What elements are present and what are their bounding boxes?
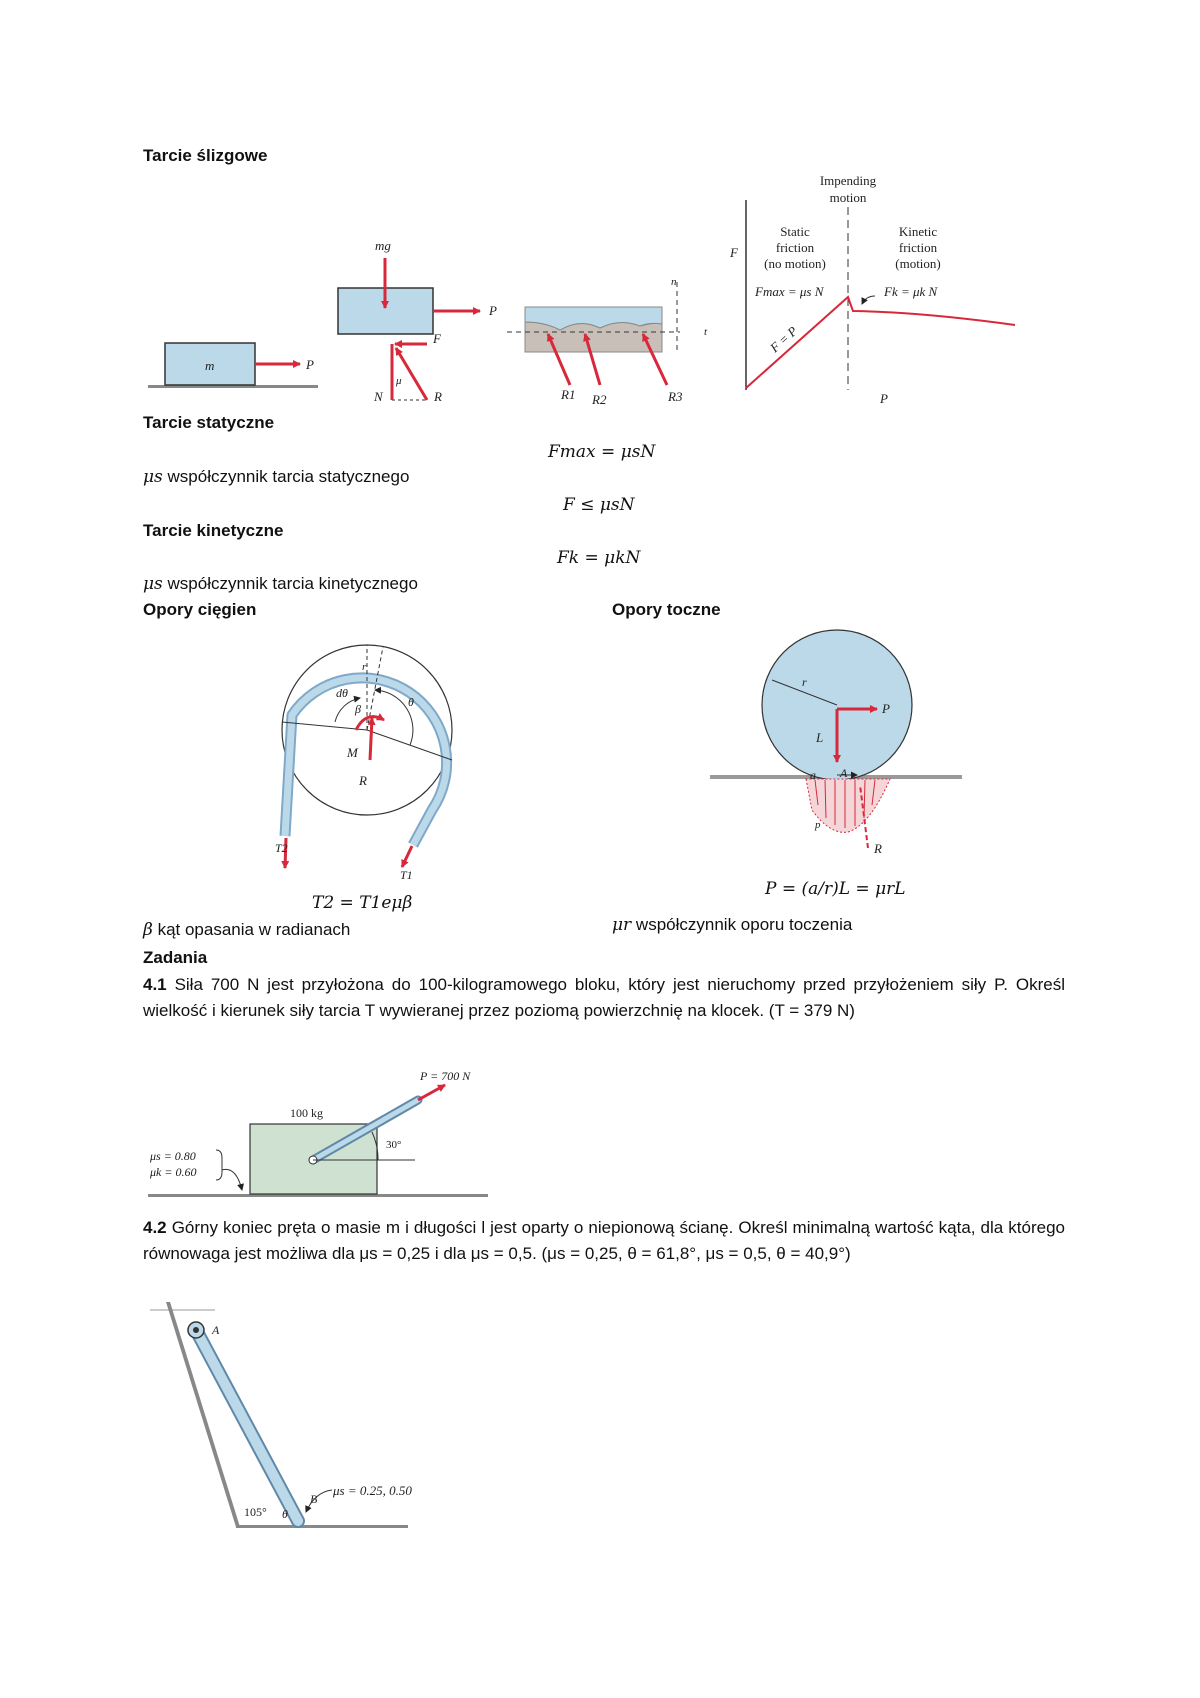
arrow-t1 — [402, 846, 412, 867]
arrow-p-700 — [418, 1085, 445, 1100]
arrow-r — [396, 348, 427, 400]
label-p-wheel: P — [882, 701, 890, 716]
label-105deg: 105° — [244, 1505, 267, 1519]
label-p: P — [306, 357, 314, 372]
task-4-2-text: Górny koniec pręta o masie m i długości l jest oparty o niepionową ścianę. Określ minimalną wartość kąta, dla którego równowaga jest możliwa dla μs = 0,25 i dla μs = 0,5. (μs = 0,25, θ = 61,8°, μs = 0,5, θ = 40,9°) — [143, 1218, 1065, 1263]
label-r-drum: r — [362, 661, 367, 673]
section-tasks: Zadania — [143, 948, 208, 967]
fig-task-4-2 — [150, 1302, 412, 1528]
label-m-moment: M — [347, 745, 358, 760]
label-mus-080: μs = 0.80 — [150, 1149, 196, 1163]
label-n: N — [374, 389, 383, 404]
beta-description: kąt opasania w radianach — [157, 920, 351, 939]
arrow-drum-r — [370, 718, 372, 760]
label-a-top: A — [212, 1323, 220, 1337]
label-b: B — [310, 1492, 318, 1506]
label-p-700: P = 700 N — [420, 1069, 471, 1083]
label-dtheta: dθ — [336, 686, 348, 700]
fig1-free-body — [338, 238, 497, 404]
label-n-axis: n — [671, 276, 677, 288]
label-t-axis: t — [704, 326, 708, 338]
formula-capstan: T2 = T1eμβ — [312, 893, 413, 913]
label-static-2: friction — [775, 240, 815, 255]
label-r1: R1 — [561, 387, 576, 402]
floor — [236, 1525, 408, 1528]
label-a-point: A — [840, 766, 848, 780]
section-kinetic-friction: Tarcie kinetyczne — [143, 521, 284, 540]
formula-rolling: P = (a/r)L = μrL — [765, 879, 906, 899]
label-motion: motion — [829, 190, 867, 205]
task-4-2-number: 4.2 — [143, 1218, 167, 1237]
label-fk: Fk = μk N — [884, 284, 938, 299]
label-static-1: Static — [780, 224, 810, 239]
graph-p-axis: P — [880, 391, 888, 406]
fig3-rolling-wheel — [710, 630, 962, 856]
label-kinetic-2: friction — [898, 240, 938, 255]
label-r2: R2 — [592, 392, 607, 407]
label-t2: T2 — [275, 841, 288, 855]
mu-r-symbol: μr — [612, 915, 632, 935]
task-4-1-text: Siła 700 N jest przyłożona do 100-kilogramowego bloku, który jest nieruchomy przed przyłożeniem siły P. Określ wielkość i kierunek siły tarcia T wywieranej przez poziomą powierzchnię na klocek. (T = 379 N) — [143, 975, 1065, 1020]
label-p-pressure: p — [815, 819, 821, 831]
label-t1: T1 — [400, 868, 413, 882]
mu-s-symbol-2: μs — [143, 574, 163, 594]
label-fmax: Fmax = μs N — [755, 284, 824, 299]
label-kinetic-1: Kinetic — [898, 224, 938, 239]
section-cable-friction: Opory cięgien — [143, 600, 257, 619]
label-muk-060: μk = 0.60 — [150, 1165, 197, 1179]
label-mus-rod: μs = 0.25, 0.50 — [333, 1483, 412, 1498]
label-r3: R3 — [668, 389, 683, 404]
static-coefficient-text: współczynnik tarcia statycznego — [167, 467, 410, 486]
label-theta-rod: θ — [282, 1507, 288, 1521]
label-r-wheel-reaction: R — [874, 841, 882, 856]
label-kinetic-3: (motion) — [895, 256, 941, 271]
fig1-friction-graph — [729, 173, 1015, 406]
mu-s-symbol: μs — [143, 467, 163, 487]
label-r-reaction: R — [359, 773, 367, 788]
label-mg: mg — [375, 238, 391, 253]
formula-fk: Fk = μkN — [557, 548, 641, 568]
label-l: L — [816, 730, 824, 745]
label-beta: β — [355, 702, 361, 716]
kinetic-coefficient-text: współczynnik tarcia kinetycznego — [167, 574, 418, 593]
fig-task-4-1 — [148, 1069, 488, 1197]
label-r-wheel: r — [802, 675, 807, 689]
task-4-1-number: 4.1 — [143, 975, 167, 994]
graph-f-axis: F — [730, 245, 738, 260]
beta-symbol: β — [143, 920, 153, 940]
label-theta: θ — [408, 695, 414, 709]
label-f: F — [433, 331, 441, 346]
section-sliding-friction: Tarcie ślizgowe — [143, 146, 268, 165]
rolling-coefficient-text: współczynnik oporu toczenia — [635, 915, 853, 934]
fig1-block-diagram — [148, 343, 318, 388]
fig1-asperities — [507, 276, 708, 407]
arrow-moment — [356, 717, 384, 730]
formula-fmax: Fmax = μsN — [548, 442, 656, 462]
label-static-3: (no motion) — [764, 256, 826, 271]
formula-f-le: F ≤ μsN — [563, 495, 635, 515]
label-100kg: 100 kg — [290, 1106, 323, 1120]
label-p2: P — [489, 303, 497, 318]
rod — [196, 1330, 298, 1521]
section-static-friction: Tarcie statyczne — [143, 413, 275, 432]
label-30deg: 30° — [386, 1139, 402, 1151]
label-r: R — [434, 389, 442, 404]
section-rolling-resistance: Opory toczne — [612, 600, 721, 619]
label-f-eq-p: F = P — [766, 323, 801, 356]
label-mu: μ — [396, 375, 402, 387]
label-impending: Impending — [819, 173, 877, 188]
label-m: m — [205, 358, 215, 373]
label-a: a — [810, 768, 816, 782]
fig2-cable-drum — [275, 645, 452, 882]
